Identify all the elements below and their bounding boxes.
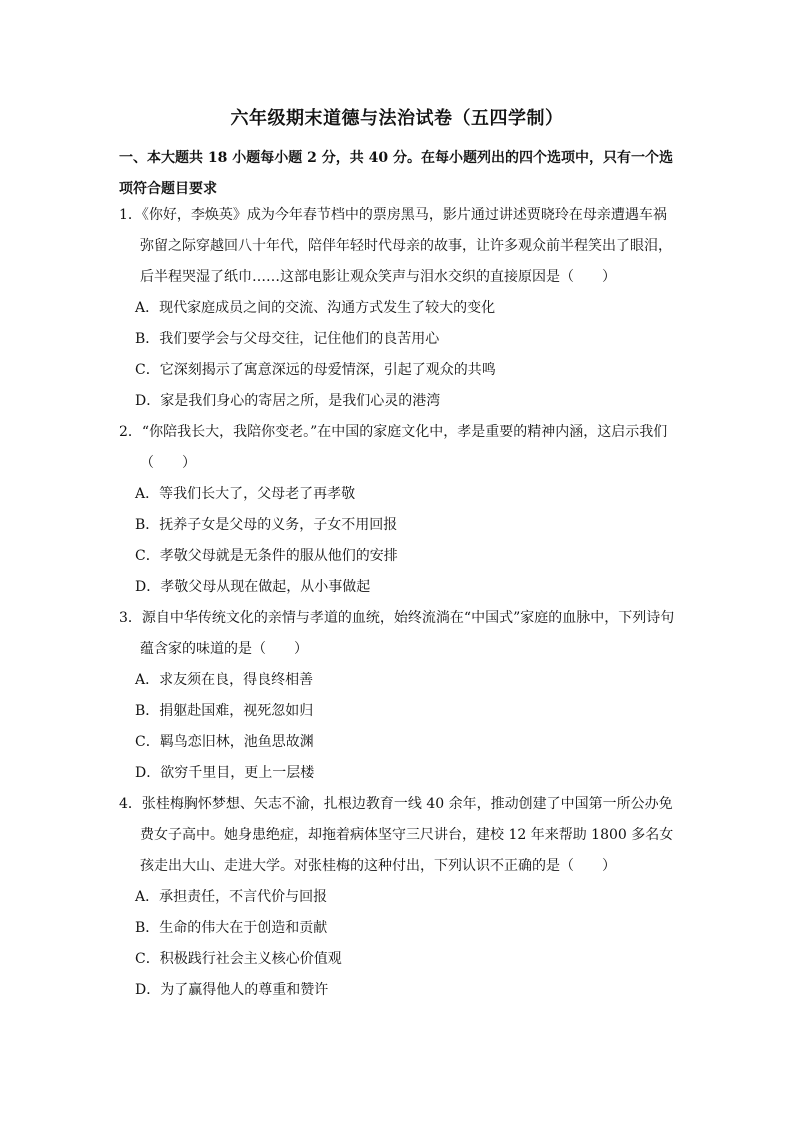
option-d: D．孝敬父母从现在做起，从小事做起 (135, 579, 371, 595)
question-stem: 4．张桂梅胸怀梦想、矢志不渝，扎根边教育一线 40 余年，推动创建了中国第一所公办免费女子高中。她身患绝症，却拖着病体坚守三尺讲台，建校 12 年来帮助 1800 多名女孩走出大山、走进大学。对张桂梅的这种付出，下列认识不正确的是（ ） (119, 796, 674, 874)
option-d: D．家是我们身心的寄居之所，是我们心灵的港湾 (135, 393, 441, 409)
option-b: B．抚养子女是父母的义务，子女不用回报 (135, 517, 398, 533)
option-a: A．现代家庭成员之间的交流、沟通方式发生了较大的变化 (135, 300, 496, 316)
option-c: C．积极践行社会主义核心价值观 (135, 951, 342, 967)
option-d: D．欲穷千里目，更上一层楼 (135, 765, 315, 781)
section-heading: 一、本大题共 18 小题每小题 2 分，共 40 分。在每小题列出的四个选项中，只有一个选项符合题目要求 (119, 150, 673, 197)
question-stem: 3．源自中华传统文化的亲情与孝道的血统，始终流淌在“中国式”家庭的血脉中，下列诗句蕴含家的味道的是（ ） (119, 610, 675, 657)
question-stem: 2．“你陪我长大，我陪你变老。”在中国的家庭文化中，孝是重要的精神内涵，这启示我们（ ） (119, 424, 668, 471)
option-b: B．捐躯赴国难，视死忽如归 (135, 703, 314, 719)
question-3 (119, 603, 679, 789)
page-title: 六年级期末道德与法治试卷（五四学制） (230, 108, 564, 129)
option-a: A．等我们长大了，父母老了再孝敬 (135, 486, 356, 502)
question-2 (119, 417, 679, 603)
question-4 (119, 789, 679, 1006)
option-d: D．为了赢得他人的尊重和赞许 (135, 982, 329, 998)
option-c: C．羁鸟恋旧林，池鱼思故渊 (135, 734, 314, 750)
option-c: C．它深刻揭示了寓意深远的母爱情深，引起了观众的共鸣 (135, 362, 496, 378)
option-b: B．生命的伟大在于创造和贡献 (135, 920, 328, 936)
question-1 (119, 200, 679, 417)
option-a: A．承担责任，不言代价与回报 (135, 889, 328, 905)
option-b: B．我们要学会与父母交往，记住他们的良苦用心 (135, 331, 440, 347)
question-stem: 1．《你好，李焕英》成为今年春节档中的票房黑马，影片通过讲述贾晓玲在母亲遭遇车祸弥留之际穿越回八十年代，陪伴年轻时代母亲的故事，让许多观众前半程笑出了眼泪，后半程哭湿了纸巾……这部电影让观众笑声与泪水交织的直接原因是（ ） (119, 207, 672, 285)
option-a: A．求友须在良，得良终相善 (135, 672, 314, 688)
question-list (119, 200, 679, 1006)
option-c: C．孝敬父母就是无条件的服从他们的安排 (135, 548, 398, 564)
